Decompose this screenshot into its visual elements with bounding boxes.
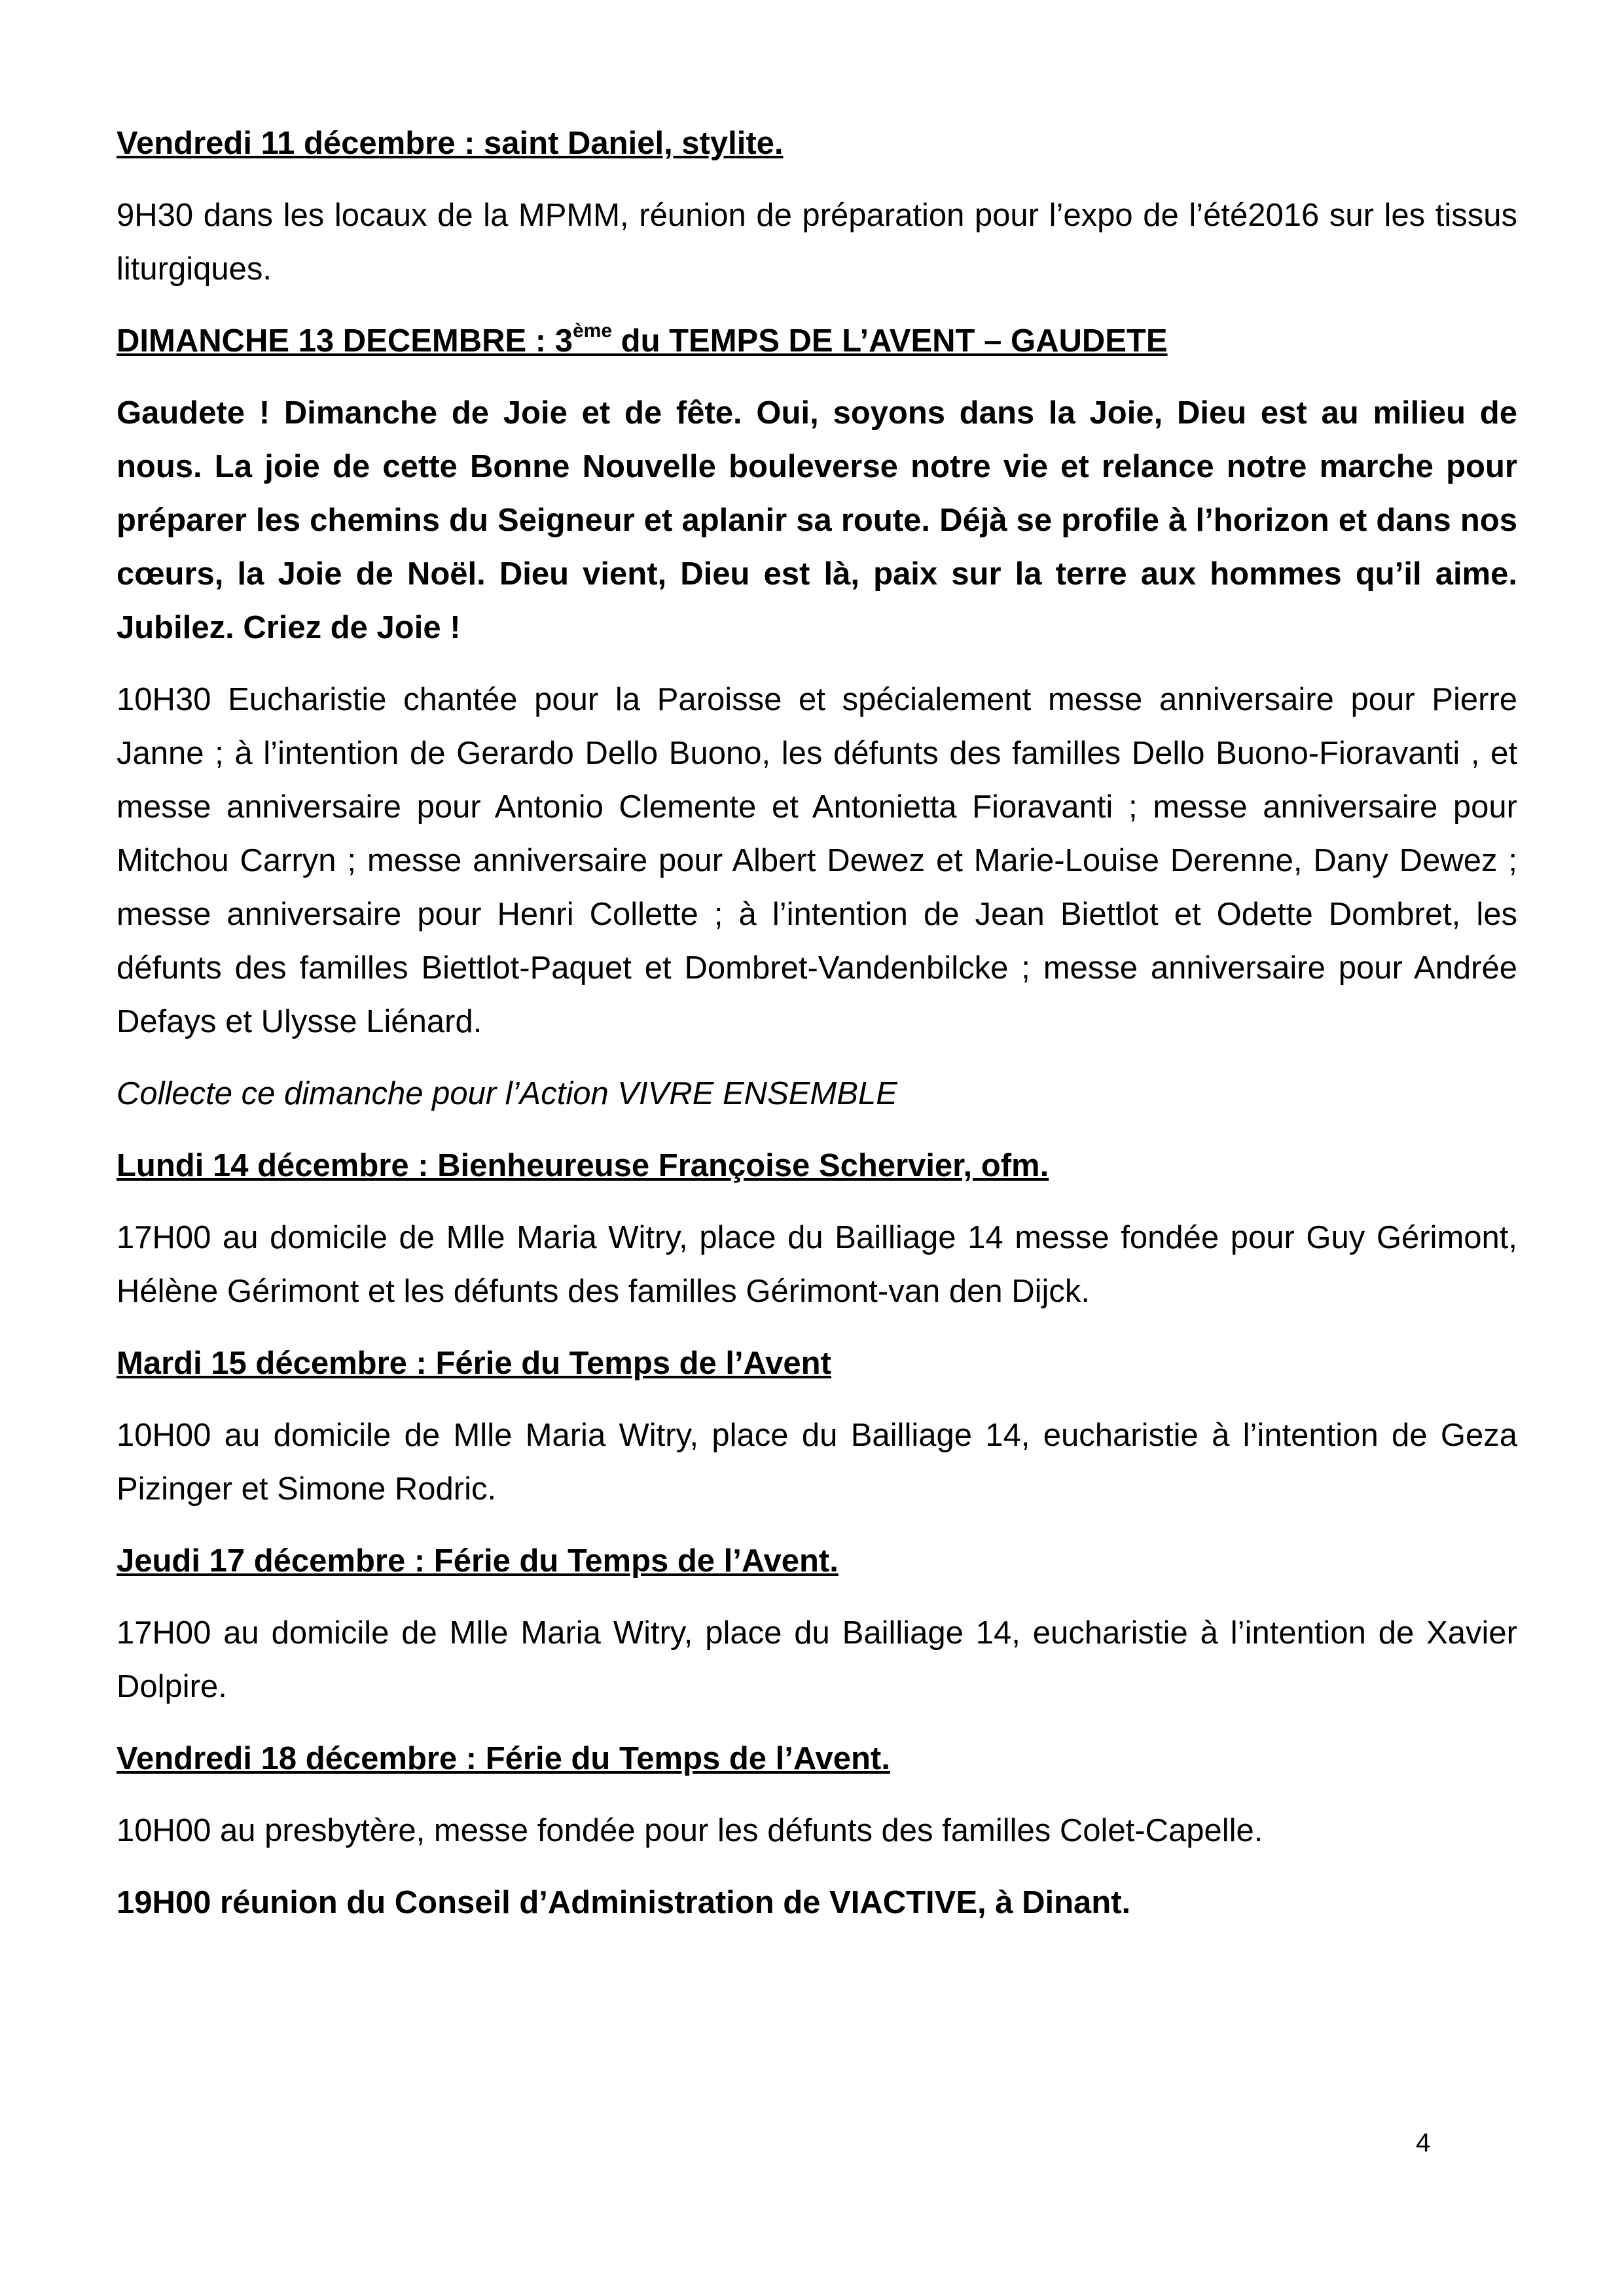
page-number: 4 (1416, 2128, 1431, 2157)
paragraph-viactive-meeting: 19H00 réunion du Conseil d’Administration de VIACTIVE, à Dinant. (117, 1885, 1131, 1920)
heading-friday-18: Vendredi 18 décembre : Férie du Temps de l’Avent. (117, 1741, 890, 1776)
heading-sunday-13-superscript: ème (572, 320, 613, 342)
paragraph-sunday-mass: 10H30 Eucharistie chantée pour la Paroisse et spécialement messe anniversaire pour Pierre Janne ; à l’intention de Gerardo Dello Buono, les défunts des familles Dello Buono-Fioravanti , et messe anniversaire pour Antonio Clemente et Antonietta Fioravanti ; messe anniversaire pour Mitchou Carryn ; messe anniversaire pour Albert Dewez et Marie-Louise Derenne, Dany Dewez ; messe anniversaire pour Henri Collette ; à l’intention de Jean Biettlot et Odette Dombret, les défunts des familles Biettlot-Paquet et Dombret-Vandenbilcke ; messe anniversaire pour Andrée Defays et Ulysse Liénard. (117, 682, 1517, 1039)
paragraph-friday-mass: 10H00 au presbytère, messe fondée pour les défunts des familles Colet-Capelle. (117, 1813, 1263, 1848)
document-page (117, 117, 1517, 1948)
heading-tuesday-15: Mardi 15 décembre : Férie du Temps de l’Avent (117, 1346, 831, 1381)
paragraph-collection: Collecte ce dimanche pour l’Action VIVRE ENSEMBLE (117, 1076, 897, 1111)
heading-thursday-17: Jeudi 17 décembre : Férie du Temps de l’Avent. (117, 1543, 839, 1579)
heading-sunday-13 (117, 314, 1517, 368)
heading-sunday-13-title: du TEMPS DE L’AVENT – GAUDETE (612, 323, 1168, 359)
paragraph-monday-mass: 17H00 au domicile de Mlle Maria Witry, place du Bailliage 14 messe fondée pour Guy Gérimont, Hélène Gérimont et les défunts des familles Gérimont-van den Dijck. (117, 1220, 1517, 1309)
paragraph-mpmm-meeting: 9H30 dans les locaux de la MPMM, réunion de préparation pour l’expo de l’été2016 sur les tissus liturgiques. (117, 198, 1517, 287)
heading-friday-11: Vendredi 11 décembre : saint Daniel, stylite. (117, 126, 784, 161)
paragraph-tuesday-mass: 10H00 au domicile de Mlle Maria Witry, place du Bailliage 14, eucharistie à l’intention de Geza Pizinger et Simone Rodric. (117, 1418, 1517, 1507)
paragraph-gaudete: Gaudete ! Dimanche de Joie et de fête. Oui, soyons dans la Joie, Dieu est au milieu de nous. La joie de cette Bonne Nouvelle bouleverse notre vie et relance notre marche pour préparer les chemins du Seigneur et aplanir sa route. Déjà se profile à l’horizon et dans nos cœurs, la Joie de Noël. Dieu vient, Dieu est là, paix sur la terre aux hommes qu’il aime. Jubilez. Criez de Joie ! (117, 395, 1517, 645)
paragraph-thursday-mass: 17H00 au domicile de Mlle Maria Witry, place du Bailliage 14, eucharistie à l’intention de Xavier Dolpire. (117, 1615, 1517, 1704)
heading-sunday-13-date: DIMANCHE 13 DECEMBRE : 3 (117, 323, 573, 359)
heading-monday-14: Lundi 14 décembre : Bienheureuse Françoise Schervier, ofm. (117, 1148, 1049, 1183)
